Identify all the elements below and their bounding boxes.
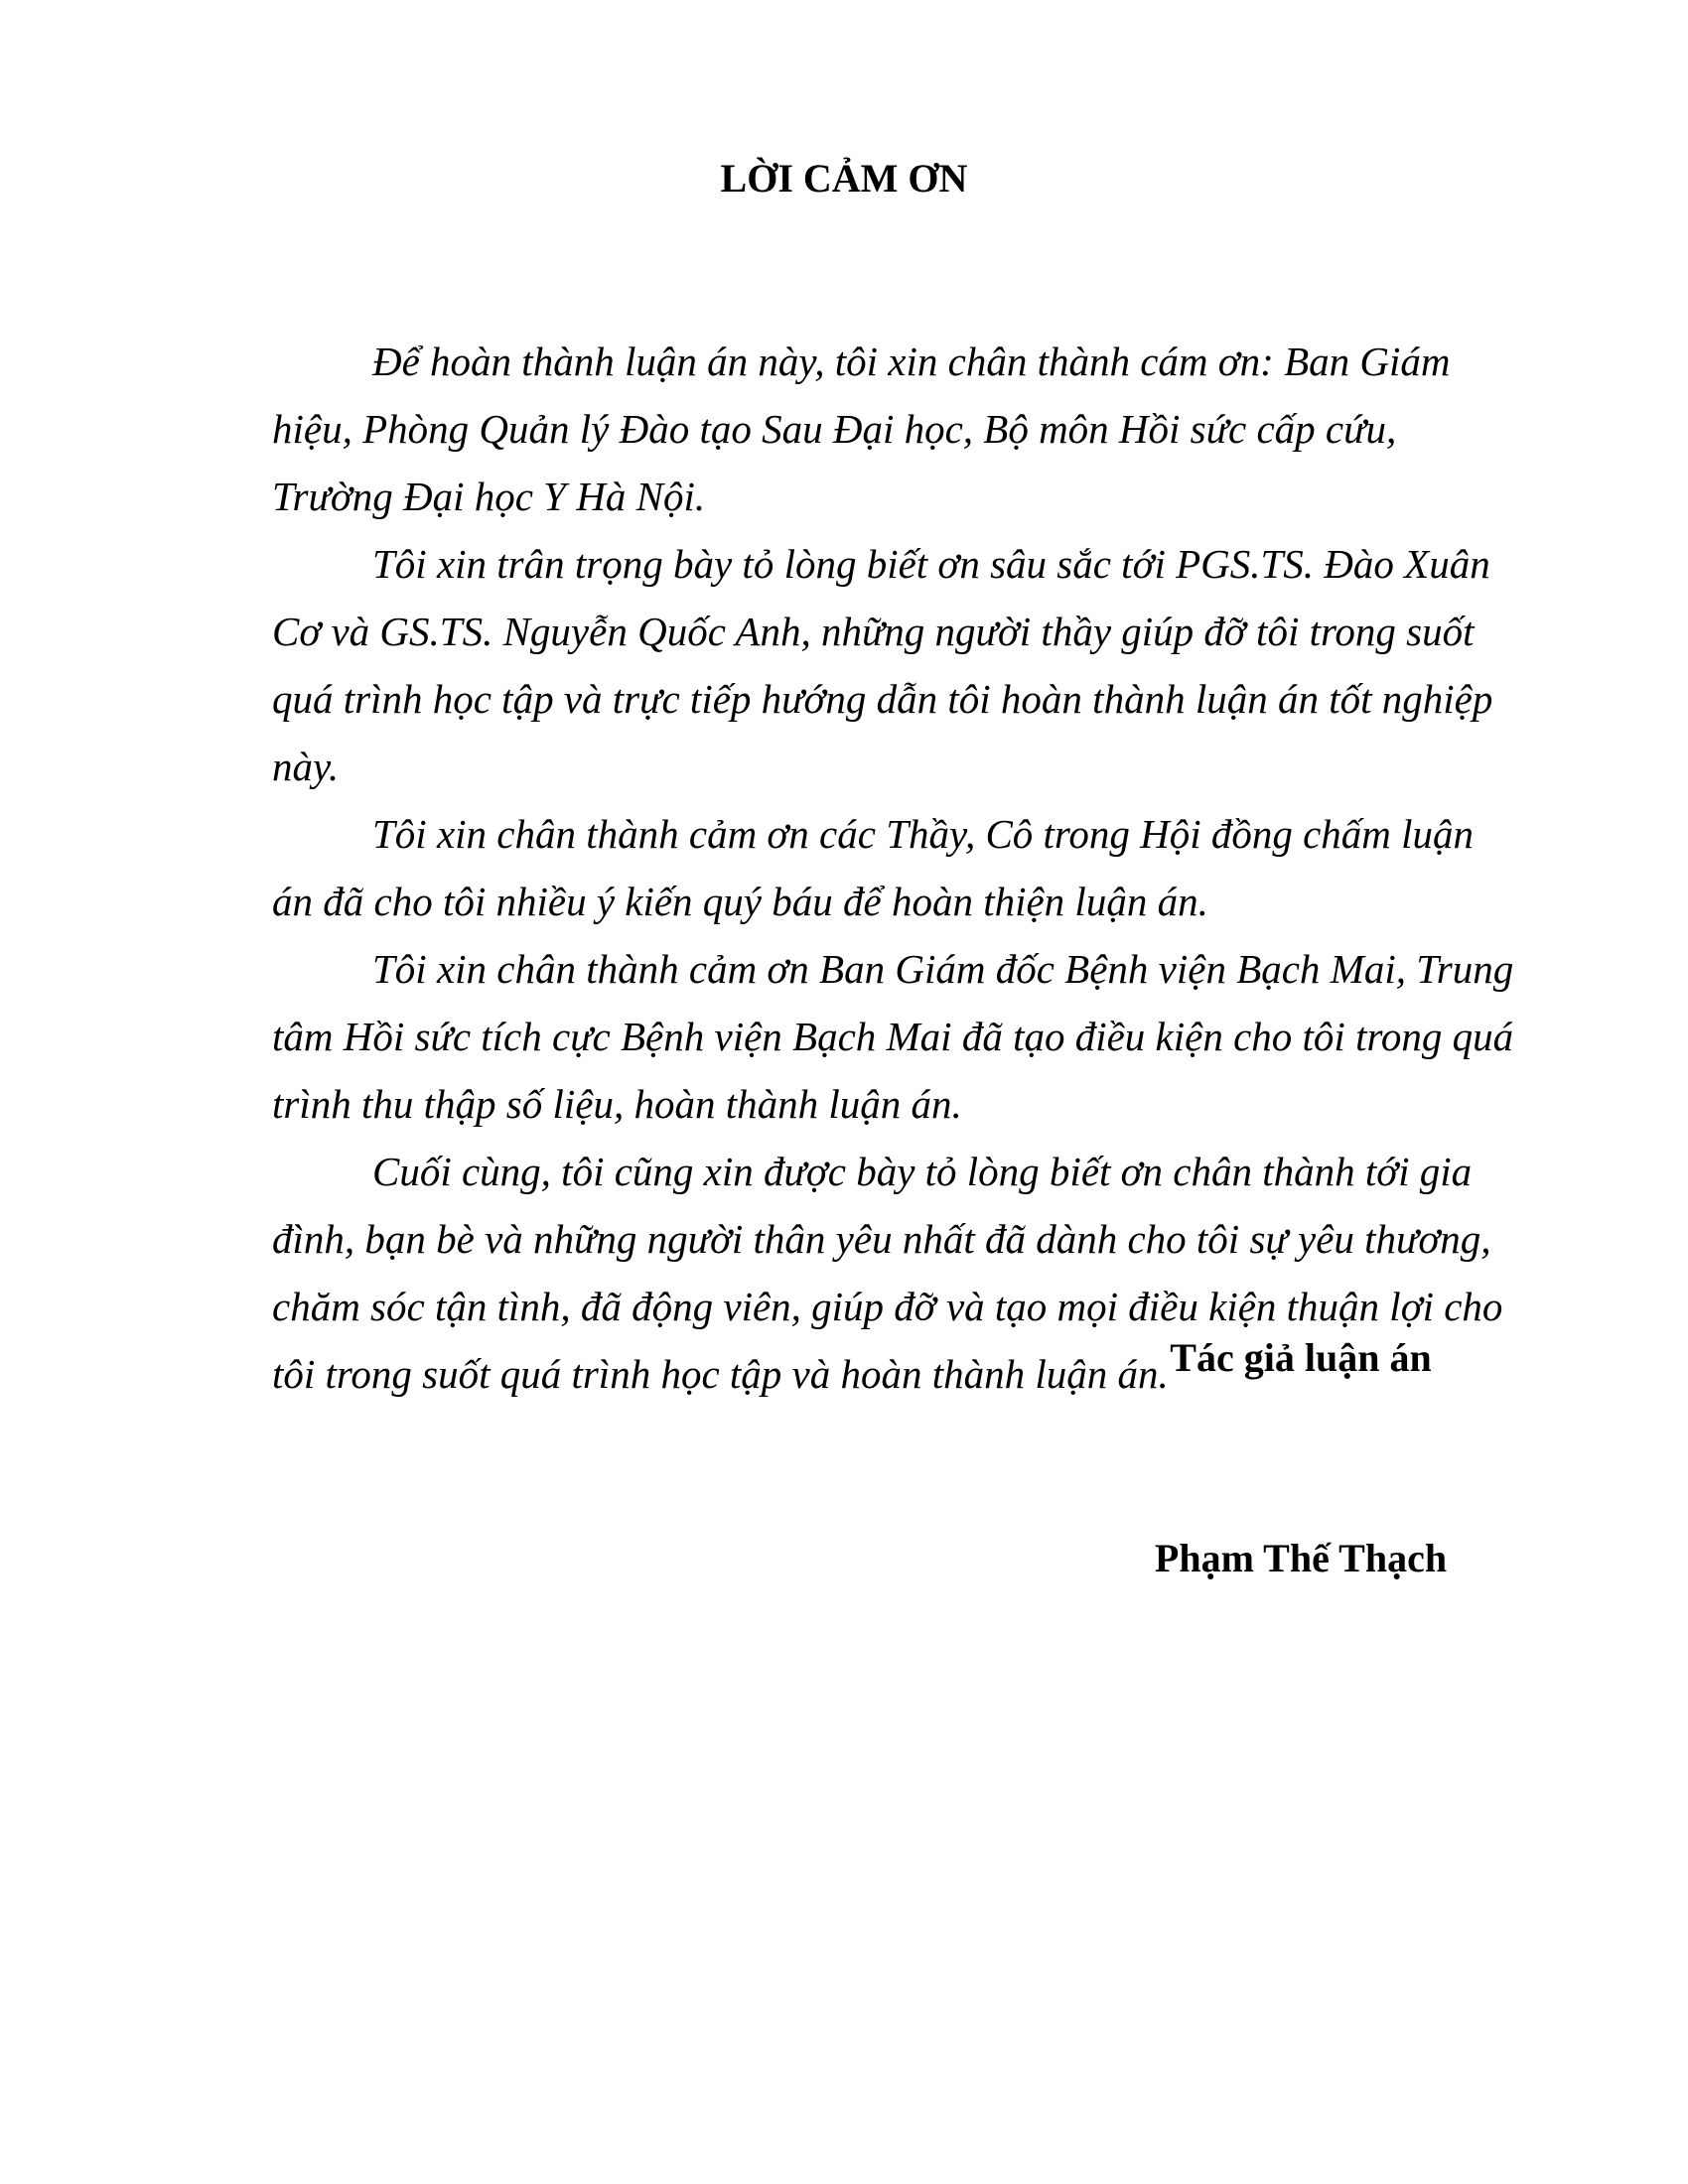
paragraph-committee: Tôi xin chân thành cảm ơn các Thầy, Cô trong Hội đồng chấm luận án đã cho tôi nhiều ý kiến quý báu để hoàn thiện luận án.: [272, 811, 1475, 924]
page-title: LỜI CẢM ƠN: [720, 156, 968, 201]
paragraph-institutions: Để hoàn thành luận án này, tôi xin chân thành cám ơn: Ban Giám hiệu, Phòng Quản lý Đào tạo Sau Đại học, Bộ môn Hồi sức cấp cứu, Trường Đại học Y Hà Nội.: [272, 339, 1451, 519]
author-name: Phạm Thế Thạch: [1154, 1536, 1448, 1580]
paragraph-family: Cuối cùng, tôi cũng xin được bày tỏ lòng biết ơn chân thành tới gia đình, bạn bè và những người thân yêu nhất đã dành cho tôi sự yêu thương, chăm sóc tận tình, đã động viên, giúp đỡ và tạo mọi điều kiện thuận lợi cho tôi trong suốt quá trình học tập và hoàn thành luận án.: [272, 1149, 1503, 1397]
paragraph-supervisors: Tôi xin trân trọng bày tỏ lòng biết ơn sâu sắc tới PGS.TS. Đào Xuân Cơ và GS.TS. Nguyễn Quốc Anh, những người thầy giúp đỡ tôi trong suốt quá trình học tập và trực tiếp hướng dẫn tôi hoàn thành luận án tốt nghiệp này.: [272, 541, 1493, 789]
paragraph-hospital: Tôi xin chân thành cảm ơn Ban Giám đốc Bệnh viện Bạch Mai, Trung tâm Hồi sức tích cực Bệnh viện Bạch Mai đã tạo điều kiện cho tôi trong quá trình thu thập số liệu, hoàn thành luận án.: [272, 946, 1514, 1127]
acknowledgement-body: [272, 328, 1519, 1408]
signature-title: Tác giả luận án: [1170, 1335, 1432, 1380]
